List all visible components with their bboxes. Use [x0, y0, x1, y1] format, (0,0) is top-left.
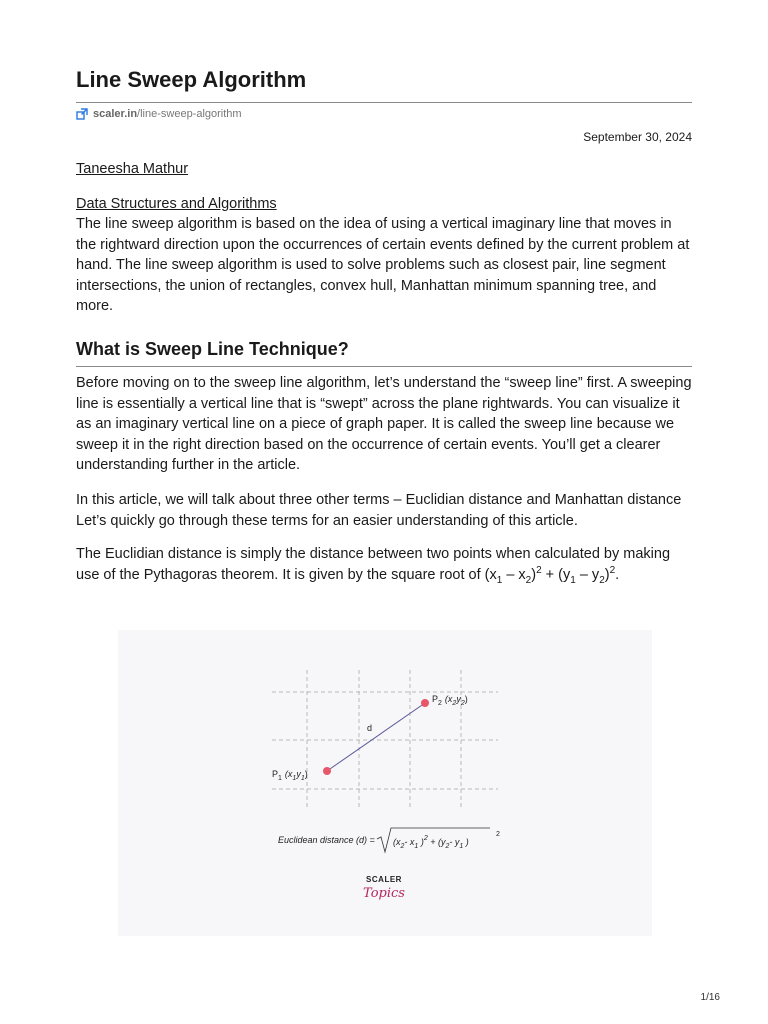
external-link-icon: [76, 108, 88, 120]
paragraph-sweep-line: Before moving on to the sweep line algorithm, let’s understand the “sweep line” first. A sweeping line is essentially a vertical line that is “swept” across the plane rightwards. You can visualize it as an imaginary vertical line on a piece of graph paper. It is called the sweep line because we sweep it in the right direction based on the occurrence of certain events. You’ll get a clearer understanding further in the article.: [76, 375, 692, 473]
paragraph-terms: In this article, we will talk about three other terms – Euclidian distance and Manhattan distance Let’s quickly go through these terms for an easier understanding of this article.: [76, 492, 682, 529]
svg-text:2: 2: [496, 831, 500, 838]
section-heading: What is Sweep Line Technique?: [76, 338, 692, 367]
distance-label: d: [367, 723, 373, 733]
brand-logo-top: SCALER: [366, 875, 402, 884]
page-number: 1/16: [700, 992, 720, 1003]
p1-label: $P_1$ $(x_1y_1)$: [272, 769, 308, 782]
brand-logo-bottom: Topics: [363, 886, 405, 901]
source-link[interactable]: [76, 108, 242, 120]
svg-text:(x2- x1 )2 + (y2- y1 ): ($x_2-$ $x_1$ )$^2 + (y_2-$ $y_1$ ): [393, 835, 469, 850]
source-path[interactable]: /line-sweep-algorithm: [137, 108, 242, 120]
grid-lines: [272, 670, 498, 810]
euclidean-distance-figure: [118, 630, 652, 936]
p2-label: $P_2$ $(x_2y_2)$: [432, 694, 468, 707]
euclidean-diagram: [118, 630, 652, 936]
category-link[interactable]: Data Structures and Algorithms: [76, 196, 277, 212]
page-title: Line Sweep Algorithm: [76, 66, 692, 103]
source-domain[interactable]: scaler.in: [93, 108, 138, 120]
formula: [278, 828, 500, 852]
point-p2: [421, 699, 429, 707]
paragraph-euclidian: The Euclidian distance is simply the distance between two points when calculated by making use of the Pythagoras theorem. It is given by the square root of $(x_1 - x_2)^2 + (y_1 - y_2)^2$.: [76, 546, 671, 586]
svg-text:Euclidean distance (d) =: Euclidean distance (d) =: [278, 835, 375, 845]
point-p1: [323, 767, 331, 775]
author-link[interactable]: Taneesha Mathur: [76, 161, 189, 177]
intro-paragraph: The line sweep algorithm is based on the idea of using a vertical imaginary line that moves in the rightward direction upon the occurrences of certain events defined by the current problem at hand. The line sweep algorithm is used to solve problems such as closest pair, line segment intersections, the union of rectangles, convex hull, Manhattan minimum spanning tree, and more.: [76, 216, 690, 314]
publish-date: September 30, 2024: [583, 130, 692, 144]
